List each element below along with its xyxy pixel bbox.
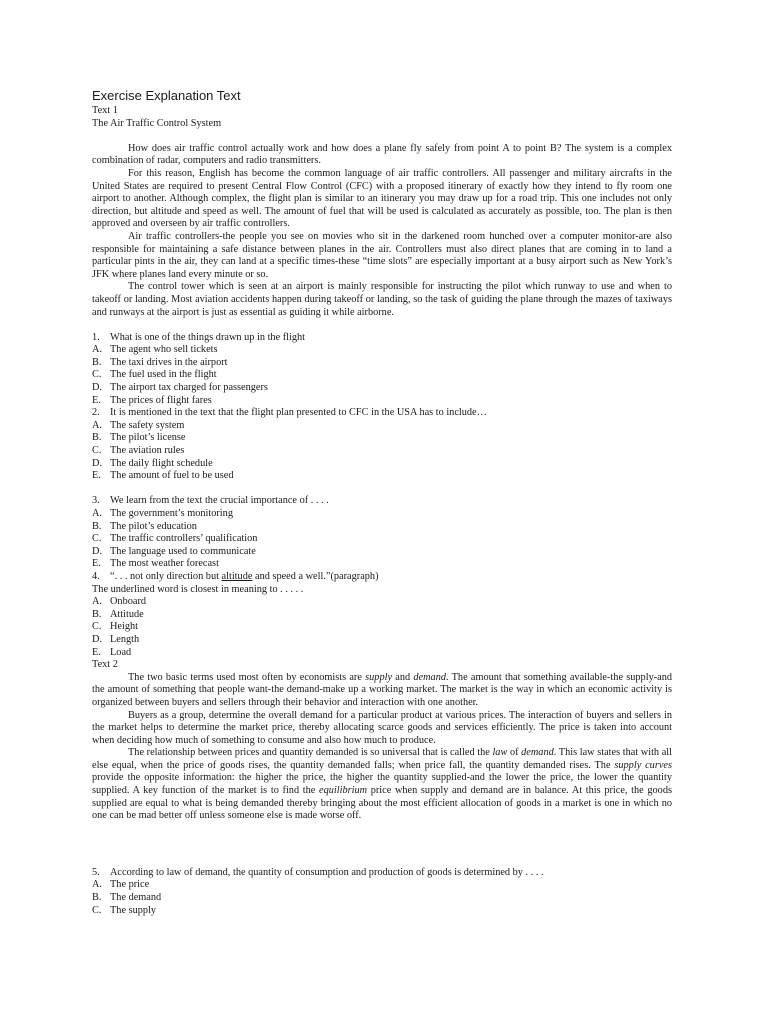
option [92,596,672,609]
text-run: The relationship between prices and quantity demanded is so universal that is called the [128,747,493,759]
option-text: The aviation rules [110,445,185,457]
question-text: It is mentioned in the text that the flight plan presented to CFC in the USA has to include… [110,407,487,419]
option-letter: E. [92,470,101,482]
text-run: . This law states that with all else equal, when the price of goods rises, the quantity demanded falls; when price fall, the quantity demanded rises. The [92,747,672,771]
question-text: According to law of demand, the quantity of consumption and production of goods is determined by . . . . [110,866,544,878]
text2-paragraph-1 [92,672,672,710]
option-letter: E. [92,646,101,658]
text2-paragraph-3 [92,747,672,823]
option-letter: D. [92,633,103,645]
text-run: price when supply and demand are in balance. At this price, the goods supplied are equal to what is being demanded thereby bringing about the most efficient allocation of goods in a market is one in which no one can be mad better off unless someone else is made worse off. [92,785,672,822]
question-4 [92,571,672,584]
question-number: 4. [92,570,100,582]
question-number: 1. [92,331,100,343]
question-5 [92,867,672,880]
option [92,432,672,445]
italic-term: supply [365,671,393,683]
option-letter: A. [92,344,103,356]
option-letter: B. [92,892,102,904]
option [92,470,672,483]
option [92,533,672,546]
text1-paragraph-3: Air traffic controllers-the people you see on movies who sit in the darkened room hunched over a computer monitor-are also responsible for maintaining a safe distance between planes in the air. Controllers must also direct planes that are coming in to land a particular pints in the air, they can land at a specific times-these “time slots” are especially important at a busy airport such as New York’s JFK where planes land every minute or so. [92,230,672,280]
option-text: The demand [110,892,162,904]
option-text: The most weather forecast [110,558,219,570]
option-letter: B. [92,520,102,532]
option-letter: A. [92,596,103,608]
option-text: The amount of fuel to be used [110,470,234,482]
question-quote-end: and speed a well.”(paragraph) [252,570,379,582]
option-text: The daily flight schedule [110,457,213,469]
option [92,892,672,905]
option-text: The language used to communicate [110,545,256,557]
option-text: The traffic controllers’ qualification [110,533,258,545]
text2-label: Text 2 [92,659,118,671]
text1-paragraph-2: For this reason, English has become the common language of air traffic controllers. All passenger and military aircrafts in the United States are required to present Central Flow Control (CFC) with a proposed itinerary of exactly how they intend to fly room one airport to another. Although complex, the flight plan is similar to an itinerary you may draw up for a road trip. This one includes not only direction, but altitude and speed as well. The amount of fuel that will be used is calculated as accurately as possible, too. The plan is then approved and overseen by air traffic controllers. [92,167,672,230]
document-title: Exercise Explanation Text [92,88,241,103]
question-1 [92,332,672,345]
option [92,369,672,382]
text-run: of [507,747,522,759]
option-letter: C. [92,445,102,457]
option [92,357,672,370]
question-2 [92,407,672,420]
text2-paragraph-2: Buyers as a group, determine the overall demand for a particular product at various prices. The interaction of buyers and sellers in the market helps to determine the market price, thereby allocating scarce goods and services efficiently. The price is taken into account when deciding how much of something to consume and also how much to produce. [92,709,672,746]
option [92,879,672,892]
option [92,609,672,622]
option [92,905,672,918]
option [92,420,672,433]
document-content [92,88,672,917]
option-text: The price [110,879,150,891]
option-letter: D. [92,457,103,469]
option-text: The agent who sell tickets [110,344,218,356]
option-letter: E. [92,394,101,406]
italic-term: equilibrium [319,785,368,797]
option-letter: B. [92,608,102,620]
option [92,458,672,471]
option-text: The fuel used in the flight [110,369,217,381]
option [92,395,672,408]
text1-paragraph-1: How does air traffic control actually work and how does a plane fly safely from point A to point B? The system is a complex combination of radar, computers and radio transmitters. [92,142,672,167]
option [92,344,672,357]
option-text: The pilot’s license [110,432,186,444]
option-letter: E. [92,558,101,570]
option [92,621,672,634]
option-letter: B. [92,356,102,368]
option-letter: B. [92,432,102,444]
option-letter: C. [92,533,102,545]
option-text: The supply [110,904,157,916]
text1-paragraph-4: The control tower which is seen at an airport is mainly responsible for instructing the pilot which runway to use and when to takeoff or landing. Most aviation accidents happen during takeoff or landing, so the task of guiding the plane through the mazes of taxiways and runways at the airport is just as essential as guiding it while airborne. [92,281,672,318]
option [92,521,672,534]
spacer [92,130,672,143]
option-text: Onboard [110,596,147,608]
text-run: provide the opposite information: the higher the price, the higher the quantity supplied-and the lower the price, the lower the quantity supplied. A key function of the market is to find the [92,772,672,797]
italic-term: demand [521,747,554,759]
option-text: The pilot’s education [110,520,197,532]
question-3 [92,495,672,508]
spacer [92,823,672,867]
option-letter: A. [92,879,103,891]
text-run: and [392,671,414,683]
option-letter: D. [92,382,103,394]
spacer [92,483,672,496]
option [92,382,672,395]
option-text: The airport tax charged for passengers [110,382,268,394]
option-text: Height [110,621,139,633]
question-number: 5. [92,866,100,878]
question-number: 3. [92,495,100,507]
spacer [92,319,672,332]
question-text: What is one of the things drawn up in the flight [110,331,306,343]
text1-label: Text 1 [92,105,118,116]
option [92,445,672,458]
option-letter: D. [92,545,103,557]
option-text: The prices of flight fares [110,394,212,406]
option [92,647,672,660]
option-text: Attitude [110,608,144,620]
question-text: We learn from the text the crucial importance of . . . . [110,495,329,507]
underlined-word: altitude [221,570,253,582]
option [92,634,672,647]
question-quote-start: “. . . not only direction but [110,570,222,582]
option-text: The government’s monitoring [110,508,233,519]
option-letter: C. [92,621,102,633]
option-text: The safety system [110,419,185,431]
text1-subtitle: The Air Traffic Control System [92,117,222,129]
option [92,508,672,521]
text-run: . The amount that something available-the supply-and the amount of something that people want-the demand-make up a working market. The market is the way in which an economic activity is organized between buyers and sellers through their behavior and interaction with one another. [92,671,673,708]
italic-term: demand [413,671,447,683]
option [92,558,672,571]
option-letter: C. [92,904,102,916]
option-letter: C. [92,369,102,381]
option-letter: A. [92,508,103,519]
option-text: Length [110,633,140,645]
option-text: The taxi drives in the airport [110,356,228,368]
question-4-stem: The underlined word is closest in meaning to . . . . . [92,583,304,595]
question-number: 2. [92,407,100,419]
option-letter: A. [92,419,103,431]
italic-term: supply curves [614,759,672,771]
italic-term: law [492,747,508,759]
text-run: The two basic terms used most often by economists are [128,671,366,683]
option [92,546,672,559]
option-text: Load [110,646,132,658]
